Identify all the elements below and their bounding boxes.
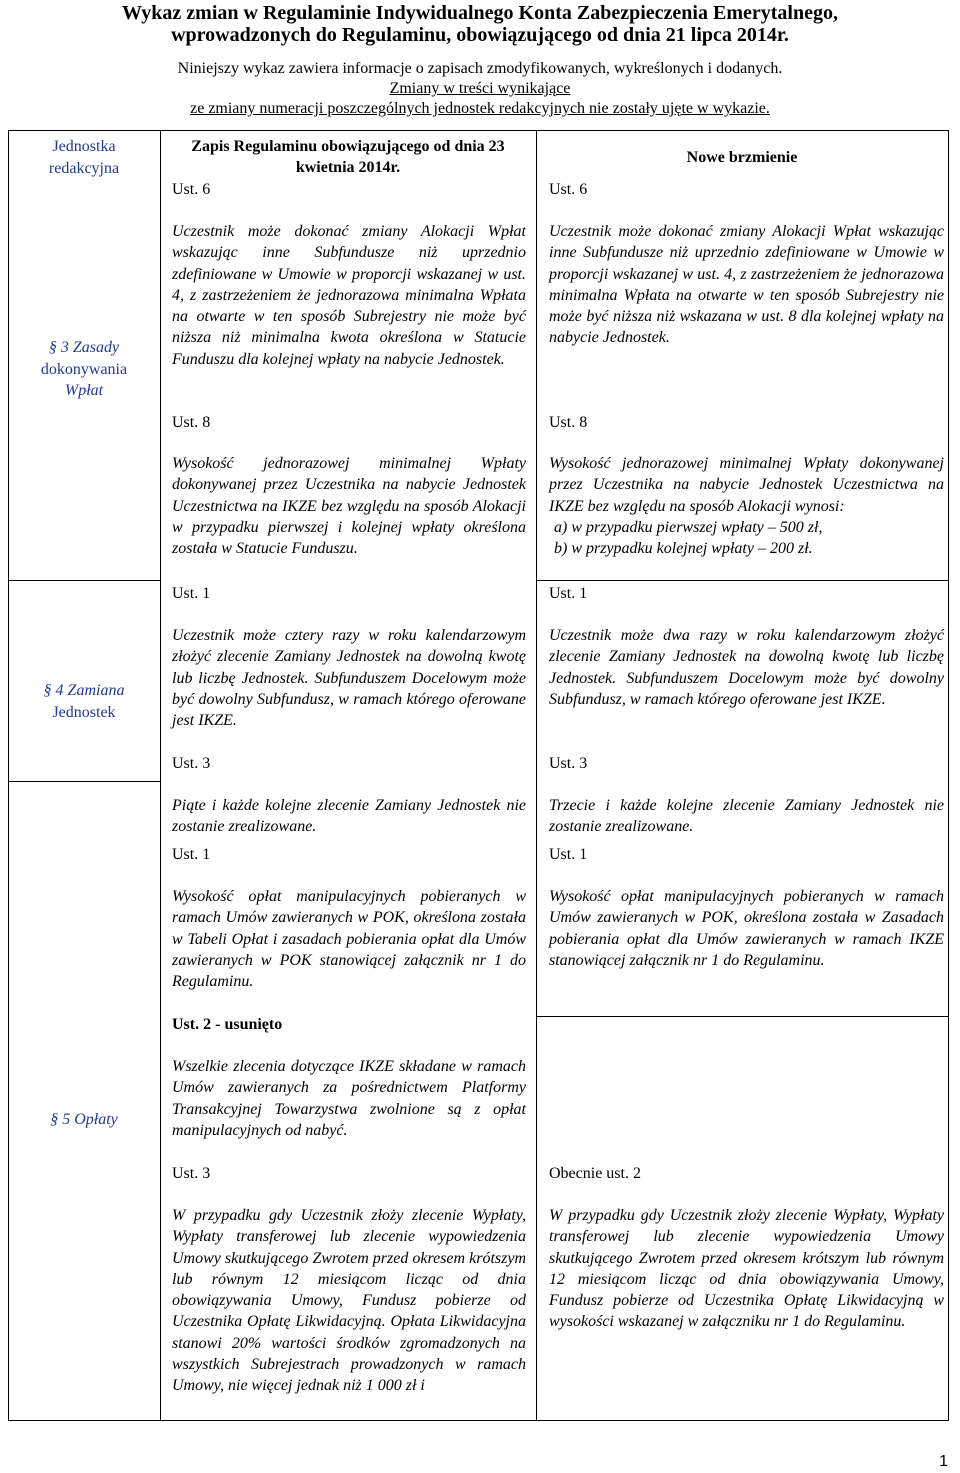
title-line-1: Wykaz zmian w Regulaminie Indywidualnego Konta Zabezpieczenia Emerytalnego, bbox=[122, 2, 838, 24]
paragraph-sign: § bbox=[43, 682, 52, 699]
old-s5-ust2-label: Ust. 2 - usunięto bbox=[172, 1016, 283, 1033]
row-divider-1 bbox=[8, 580, 161, 581]
old-s3-ust6-text: Uczestnik może dokonać zmiany Alokacji Wpłat wskazując inne Subfundusze niż uprzednio zdefiniowane w Umowie w proporcji wskazanej w ust. 4, z zastrzeżeniem że jednorazowa minimalna Wpłata na otwarte w ten sposób Subrejestry nie może być niższa niż minimalna kwota określona w Statucie Funduszu dla kolejnej wpłaty na nabycie Jednostek. bbox=[172, 223, 526, 368]
old-s5-ust3-text: W przypadku gdy Uczestnik złoży zlecenie Wypłaty, Wypłaty transferowej lub zlecenie wypowiedzenia Umowy skutkującego Zwrotem przed okresem krótszym lub równym 12 miesiącom licząc od dnia obowiązywania Umowy, Fundusz pobierze od Uczestnika Opłatę Likwidacyjną. Opłata Likwidacyjna stanowi 20% wartości środków zgromadzonych na wszystkich Subrejestrach prowadzonych w ramach Umowy, nie więcej jednak niż 1 000 zł i bbox=[172, 1207, 526, 1395]
old-s5-ust1-text: Wysokość opłat manipulacyjnych pobieranych w ramach Umów zawieranych w POK, określona została w Tabeli Opłat i zasadach pobierania opłat dla Umów zawieranych w POK stanowiącej załącznik nr 1 do Regulaminu. bbox=[172, 888, 526, 991]
new-s4-ust1-label: Ust. 1 bbox=[549, 585, 588, 602]
row-divider-1b bbox=[536, 580, 949, 581]
table-border-col2 bbox=[536, 130, 537, 1421]
intro-line-2a: Zmiany w treści wynikające bbox=[389, 80, 571, 97]
new-s3-ust8-intro: Wysokość jednorazowej minimalnej Wpłaty dokonywanej przez Uczestnika na nabycie Jednostek Uczestnictwa na IKZE bez względu na sposób Alokacji wynosi: bbox=[549, 455, 944, 515]
old-s4-ust1-text: Uczestnik może cztery razy w roku kalendarzowym złożyć zlecenie Zamiany Jednostek na dowolną kwotę lub liczbę Jednostek. Subfunduszem Docelowym może być dowolny Subfundusz, w ramach którego oferowane jest IKZE. bbox=[172, 627, 526, 730]
old-s4-ust1-label: Ust. 1 bbox=[172, 585, 211, 602]
unit-3-line2: dokonywania bbox=[40, 360, 128, 378]
intro-line-2b: ze zmiany numeracji poszczególnych jednostek redakcyjnych nie zostały ujęte w wykazie. bbox=[190, 100, 770, 117]
unit-4-line1: 4 Zamiana bbox=[55, 682, 125, 699]
header-unit-line2: redakcyjna bbox=[48, 159, 120, 177]
new-s3-ust6-text: Uczestnik może dokonać zmiany Alokacji Wpłat wskazując inne Subfundusze niż uprzednio zdefiniowane w Umowie w proporcji wskazanej w ust. 4, z zastrzeżeniem że jednorazowa minimalna Wpłata na otwarte w ten sposób Subrejestry nie może być niższa niż wskazana w ust. 8 dla kolejnej wpłaty na nabycie Jednostek. bbox=[549, 223, 944, 347]
old-s3-ust6-label: Ust. 6 bbox=[172, 181, 211, 198]
table-border-left bbox=[8, 130, 9, 1421]
paragraph-sign: § bbox=[48, 339, 57, 356]
old-s4-ust3-label: Ust. 3 bbox=[172, 755, 211, 772]
header-unit bbox=[8, 136, 160, 179]
new-s3-ust6-label: Ust. 6 bbox=[549, 181, 588, 198]
document-title bbox=[0, 2, 960, 46]
unit-3-line3: Wpłat bbox=[64, 382, 104, 399]
new-s4-ust3-text: Trzecie i każde kolejne zlecenie Zamiany Jednostek nie zostanie zrealizowane. bbox=[549, 797, 944, 836]
new-s5-ust1-text: Wysokość opłat manipulacyjnych pobieranych w ramach Umów zawieranych w POK, określona została w Zasadach pobierania opłat dla Umów zawieranych w ramach IKZE stanowiącej załącznik nr 1 do Regulaminu. bbox=[549, 888, 944, 969]
old-s3-ust8-text: Wysokość jednorazowej minimalnej Wpłaty dokonywanej przez Uczestnika na nabycie Jednostek Uczestnictwa na IKZE bez względu na sposób Alokacji w przypadku pierwszej i kolejnej wpłaty określona została w Statucie Funduszu. bbox=[172, 455, 526, 558]
table-border-right bbox=[948, 130, 949, 1421]
row-divider-2 bbox=[8, 781, 161, 782]
unit-5-line1: 5 Opłaty bbox=[62, 1111, 118, 1128]
title-line-2: wprowadzonych do Regulaminu, obowiązującego od dnia 21 lipca 2014r. bbox=[171, 24, 789, 46]
old-s5-ust2-text: Wszelkie zlecenia dotyczące IKZE składane w ramach Umów zawieranych za pośrednictwem Platformy Transakcyjnej Towarzystwa zwolnione są z opłat manipulacyjnych od nabyć. bbox=[172, 1058, 526, 1139]
header-unit-line1: Jednostka bbox=[52, 138, 116, 155]
unit-3-line1: 3 Zasady bbox=[60, 339, 120, 356]
old-s4-ust3-text: Piąte i każde kolejne zlecenie Zamiany Jednostek nie zostanie zrealizowane. bbox=[172, 797, 526, 836]
intro-note bbox=[0, 59, 960, 119]
paragraph-sign: § bbox=[50, 1111, 59, 1128]
old-s3-ust8-label: Ust. 8 bbox=[172, 414, 211, 431]
changes-table bbox=[8, 130, 948, 1421]
header-new-text: Nowe brzmienie bbox=[686, 149, 798, 166]
old-s5-ust1-label: Ust. 1 bbox=[172, 846, 211, 863]
unit-section-4 bbox=[8, 680, 160, 723]
list-item: b) w przypadku kolejnej wpłaty – 200 zł. bbox=[554, 540, 813, 558]
table-border-top bbox=[8, 130, 949, 131]
table-border-col1 bbox=[160, 130, 161, 1421]
new-s5-ust2-text: W przypadku gdy Uczestnik złoży zlecenie Wypłaty, Wypłaty transferowej lub zlecenie wypowiedzenia Umowy skutkującego Zwrotem przed okresem krótszym lub równym 12 miesiącom licząc od dnia obowiązywania Umowy, Fundusz pobierze od Uczestnika Opłatę Likwidacyjną w wysokości wskazanej w załączniku nr 1 do Regulaminu. bbox=[549, 1207, 944, 1331]
new-s3-ust8-text bbox=[549, 453, 944, 559]
unit-4-line2: Jednostek bbox=[52, 703, 116, 721]
new-s3-ust8-list bbox=[549, 517, 944, 560]
new-s5-ust1-label: Ust. 1 bbox=[549, 846, 588, 863]
intro-line-1: Niniejszy wykaz zawiera informacje o zapisach zmodyfikowanych, wykreślonych i dodanych. bbox=[177, 60, 783, 77]
unit-section-3 bbox=[8, 337, 160, 402]
unit-section-5 bbox=[8, 1109, 160, 1131]
new-s4-ust3-label: Ust. 3 bbox=[549, 755, 588, 772]
header-old-text: Zapis Regulaminu obowiązującego od dnia 23 kwietnia 2014r. bbox=[191, 138, 505, 176]
new-s3-ust8-label: Ust. 8 bbox=[549, 414, 588, 431]
row-divider-3 bbox=[536, 1016, 949, 1017]
old-s5-ust3-label: Ust. 3 bbox=[172, 1165, 211, 1182]
table-border-bottom bbox=[8, 1420, 949, 1421]
page-number: 1 bbox=[939, 1453, 948, 1470]
list-item: a) w przypadku pierwszej wpłaty – 500 zł, bbox=[554, 518, 823, 536]
new-s5-ust2-label: Obecnie ust. 2 bbox=[549, 1165, 641, 1182]
new-s4-ust1-text: Uczestnik może dwa razy w roku kalendarzowym złożyć zlecenie Zamiany Jednostek na dowolną kwotę lub liczbę Jednostek. Subfunduszem Docelowym może być dowolny Subfundusz, w ramach którego oferowane jest IKZE. bbox=[549, 627, 944, 708]
